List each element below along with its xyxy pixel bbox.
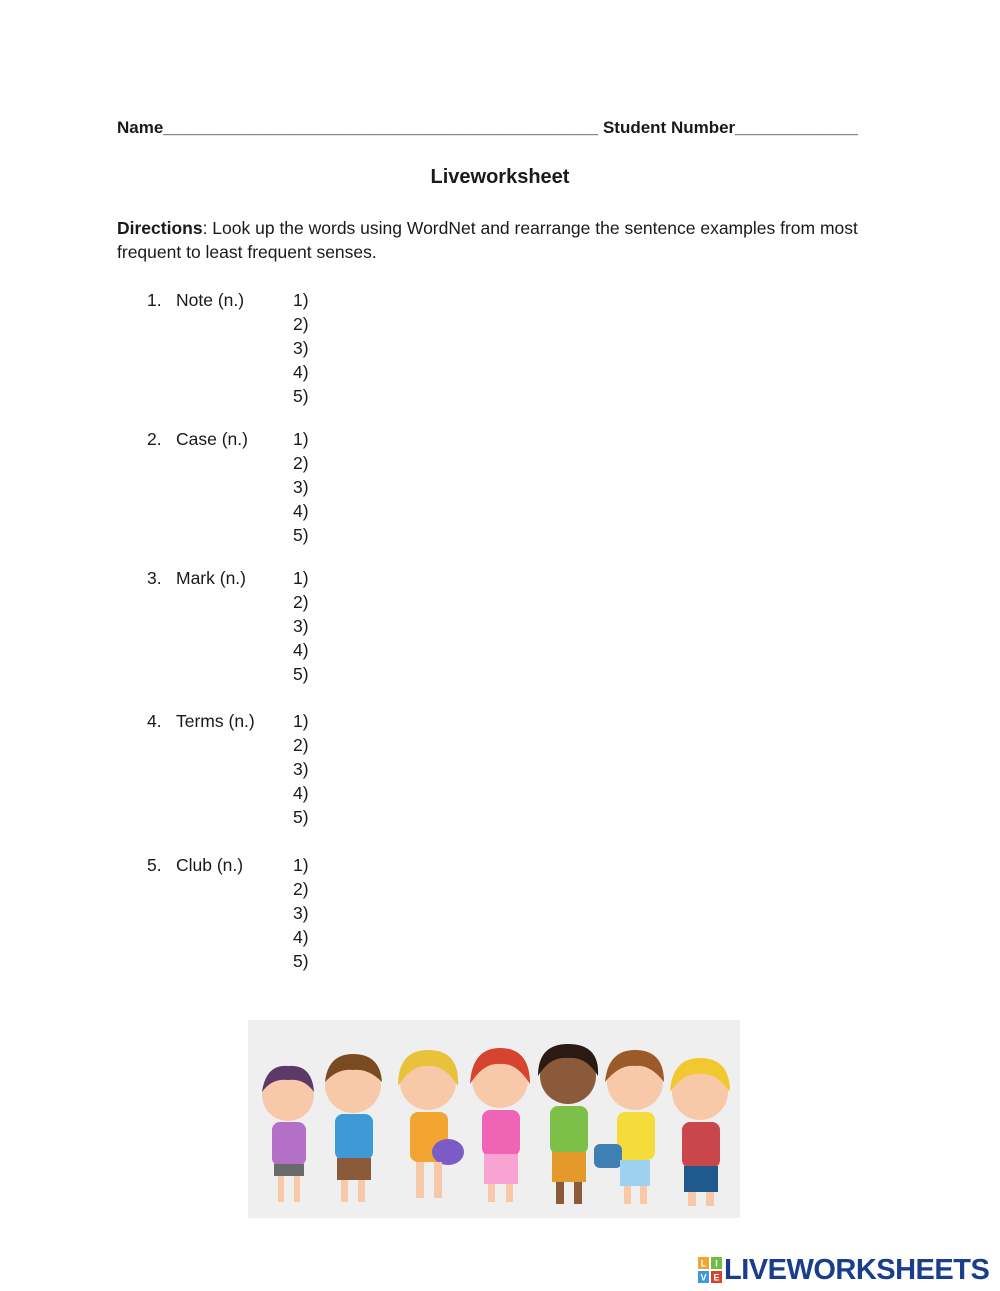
- answer-slot[interactable]: 3): [293, 477, 309, 497]
- answer-slot[interactable]: 2): [293, 879, 309, 899]
- answer-slot[interactable]: 5): [293, 951, 309, 971]
- answer-slot[interactable]: 1): [293, 290, 309, 310]
- answer-slot[interactable]: 1): [293, 855, 309, 875]
- answer-slot[interactable]: 4): [293, 640, 309, 660]
- liveworksheets-logo[interactable]: [698, 1255, 989, 1285]
- directions: [117, 216, 887, 264]
- answer-slot[interactable]: 1): [293, 711, 309, 731]
- logo-letter: L: [700, 1258, 707, 1269]
- question-word: Club (n.): [176, 855, 244, 875]
- logo-letter: I: [715, 1258, 718, 1269]
- answer-slot[interactable]: 5): [293, 525, 309, 545]
- answer-slot[interactable]: 1): [293, 429, 309, 449]
- answer-slot[interactable]: 2): [293, 453, 309, 473]
- answer-slot[interactable]: 2): [293, 314, 309, 334]
- answer-slot[interactable]: 2): [293, 592, 309, 612]
- answer-slot[interactable]: 1): [293, 568, 309, 588]
- answer-slot[interactable]: 3): [293, 616, 309, 636]
- answer-slots: [293, 855, 309, 975]
- question-word: Case (n.): [176, 429, 248, 449]
- logo-text: LIVEWORKSHEETS: [724, 1254, 990, 1286]
- question-number: 3.: [147, 568, 162, 588]
- answer-slot[interactable]: 4): [293, 362, 309, 382]
- answer-slot[interactable]: 4): [293, 501, 309, 521]
- question-word: Terms (n.): [176, 711, 255, 731]
- answer-slot[interactable]: 3): [293, 903, 309, 923]
- page-title: Liveworksheet: [430, 166, 570, 188]
- answer-slot[interactable]: 3): [293, 759, 309, 779]
- logo-letter: V: [700, 1272, 707, 1283]
- question-number: 5.: [147, 855, 162, 875]
- directions-text: : Look up the words using WordNet and rearrange the sentence examples from most frequent to least frequent senses.: [117, 218, 858, 262]
- directions-label: Directions: [117, 218, 203, 238]
- answer-slots: [293, 290, 309, 410]
- answer-slot[interactable]: 4): [293, 783, 309, 803]
- answer-slots: [293, 711, 309, 831]
- answer-slots: [293, 568, 309, 688]
- header-line: [117, 118, 887, 138]
- answer-slot[interactable]: 5): [293, 386, 309, 406]
- answer-slot[interactable]: 4): [293, 927, 309, 947]
- student-number-field-label[interactable]: Student Number_____________: [602, 118, 859, 137]
- name-field-label[interactable]: Name______________________________________________: [117, 118, 599, 137]
- question-number: 4.: [147, 711, 162, 731]
- question-number: 2.: [147, 429, 162, 449]
- question-number: 1.: [147, 290, 162, 310]
- answer-slot[interactable]: 3): [293, 338, 309, 358]
- question-word: Mark (n.): [176, 568, 246, 588]
- answer-slot[interactable]: 5): [293, 664, 309, 684]
- answer-slots: [293, 429, 309, 549]
- logo-letter: E: [713, 1272, 720, 1283]
- liveworksheets-logo-icon: [698, 1257, 722, 1283]
- group-of-children-illustration: [248, 1020, 740, 1218]
- answer-slot[interactable]: 5): [293, 807, 309, 827]
- children-illustration: [248, 1020, 740, 1218]
- question-word: Note (n.): [176, 290, 245, 310]
- answer-slot[interactable]: 2): [293, 735, 309, 755]
